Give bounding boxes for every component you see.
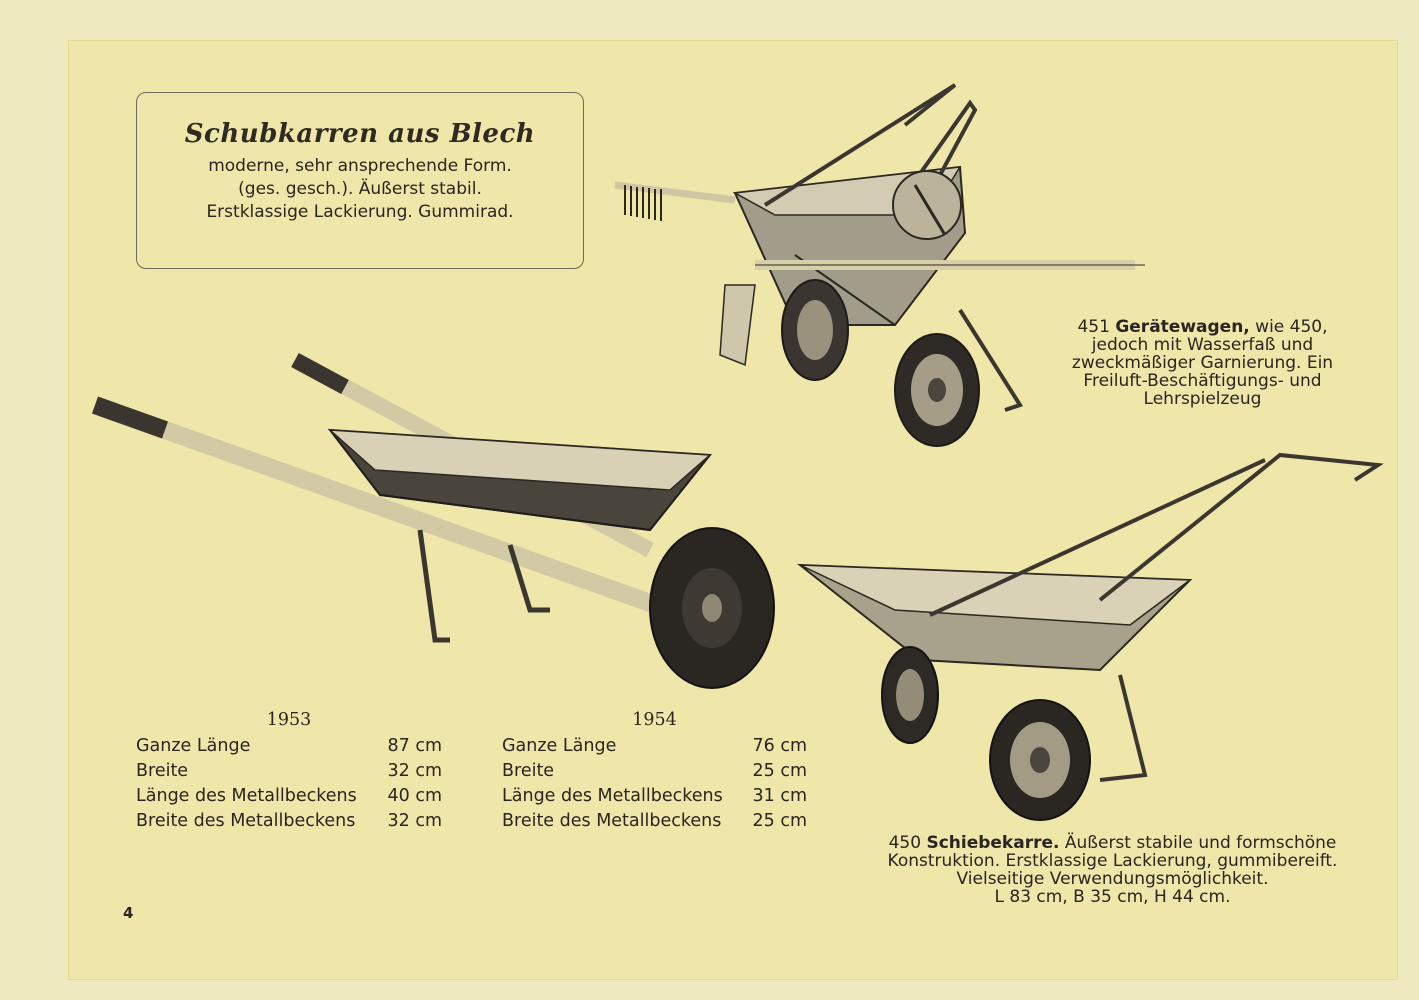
page-title: Schubkarren aus Blech [184,119,536,149]
spec-row [502,784,807,809]
caption-451-line-2: jedoch mit Wasserfaß und [1091,335,1314,355]
spec-label: Breite des Metallbeckens [502,811,722,831]
spec-table-1954 [502,708,807,834]
caption-450-line-3: Vielseitige Verwendungsmöglichkeit. [956,869,1269,889]
spec-label: Ganze Länge [136,736,251,756]
spec-row [136,759,442,784]
spec-row [136,809,442,834]
spec-label: Breite [502,761,555,781]
caption-451-line-1: wie 450, [1255,317,1328,337]
caption-451-name: Gerätewagen, [1115,317,1250,337]
caption-451 [1040,318,1365,408]
title-subline-2: (ges. gesch.). Äußerst stabil. [238,179,482,199]
spec-year: 1953 [266,710,312,730]
caption-450-line-2: Konstruktion. Erstklassige Lackierung, gummibereift. [887,851,1338,871]
schiebekarre-illustration [800,450,1380,820]
spec-value: 76 cm [752,736,807,756]
spec-table-1953 [136,708,442,834]
page-number: 4 [123,904,134,922]
spec-value: 40 cm [387,786,442,806]
spec-row [136,734,442,759]
caption-450-line-4: L 83 cm, B 35 cm, H 44 cm. [994,887,1231,907]
title-subline-3: Erstklassige Lackierung. Gummirad. [206,202,514,222]
caption-451-line-5: Lehrspielzeug [1143,389,1262,409]
caption-450-line-1: Äußerst stabile und formschöne [1064,833,1337,853]
spec-row [502,734,807,759]
caption-451-line-3: zweckmäßiger Garnierung. Ein [1071,353,1334,373]
caption-450 [860,834,1365,906]
spec-row [136,784,442,809]
spec-value: 25 cm [752,811,807,831]
spec-label: Breite [136,761,189,781]
caption-451-line-4: Freiluft-Beschäftigungs- und [1083,371,1322,391]
title-box [136,92,584,269]
spec-label: Breite des Metallbeckens [136,811,356,831]
spec-label: Ganze Länge [502,736,617,756]
schubkarren-illustration [90,350,780,690]
spec-year: 1954 [632,710,677,730]
caption-450-number: 450 [888,833,922,853]
spec-value: 87 cm [387,736,442,756]
spec-value: 32 cm [387,761,442,781]
spec-label: Länge des Metallbeckens [502,786,723,806]
caption-450-name: Schiebekarre. [926,833,1060,853]
spec-value: 25 cm [752,761,807,781]
spec-label: Länge des Metallbeckens [136,786,357,806]
title-subline-1: moderne, sehr ansprechende Form. [208,156,512,176]
spec-row [502,809,807,834]
caption-451-number: 451 [1077,317,1110,337]
spec-value: 31 cm [752,786,807,806]
spec-row [502,759,807,784]
spec-value: 32 cm [387,811,442,831]
